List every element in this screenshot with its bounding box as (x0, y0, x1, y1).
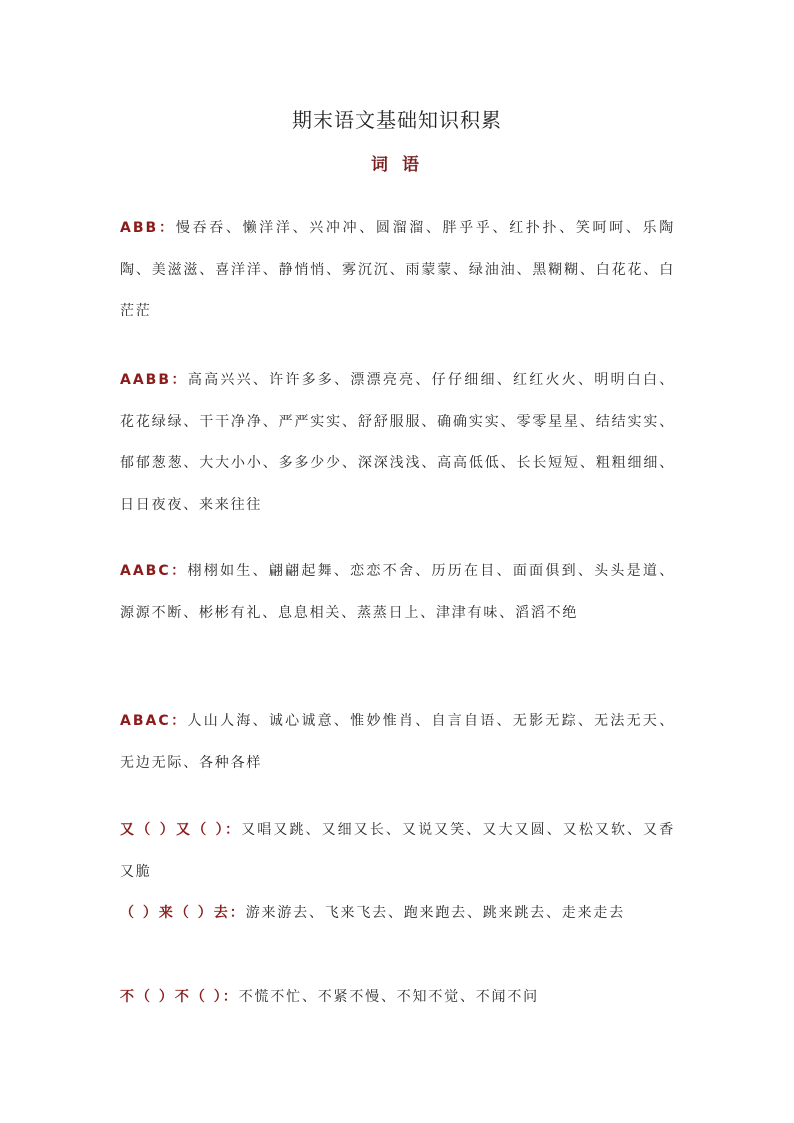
word-group-bu-bu (120, 977, 675, 1019)
word-group-abac (120, 701, 675, 784)
pattern-words-aabc: 栩栩如生、翩翩起舞、恋恋不舍、历历在目、面面俱到、头头是道、源源不断、彬彬有礼、息息相关、蒸蒸日上、津津有味、滔滔不绝 (120, 563, 675, 621)
word-group-you-you (120, 810, 675, 893)
pattern-words-abb: 慢吞吞、懒洋洋、兴冲冲、圆溜溜、胖乎乎、红扑扑、笑呵呵、乐陶陶、美滋滋、喜洋洋、静悄悄、雾沉沉、雨蒙蒙、绿油油、黑糊糊、白花花、白茫茫 (120, 220, 676, 319)
pattern-words-lai-qu: 游来游去、飞来飞去、跑来跑去、跳来跳去、走来走去 (245, 905, 625, 921)
word-group-aabb (120, 360, 675, 526)
word-group-aabc (120, 551, 675, 634)
pattern-label-abb: ABB： (120, 220, 176, 236)
pattern-label-aabc: AABC： (120, 563, 188, 579)
pattern-words-bu-bu: 不慌不忙、不紧不慢、不知不觉、不闻不问 (238, 989, 539, 1005)
pattern-words-aabb: 高高兴兴、许许多多、漂漂亮亮、仔仔细细、红红火火、明明白白、花花绿绿、干干净净、严严实实、舒舒服服、确确实实、零零星星、结结实实、郁郁葱葱、大大小小、多多少少、深深浅浅、高高低低、长长短短、粗粗细细、日日夜夜、来来往往 (120, 372, 676, 513)
pattern-label-bu-bu: 不（ ）不（ ）： (120, 989, 239, 1005)
pattern-label-you-you: 又（ ）又（ ）： (120, 822, 242, 838)
pattern-words-you-you: 又唱又跳、又细又长、又说又笑、又大又圆、又松又软、又香又脆 (120, 822, 675, 880)
pattern-label-abac: ABAC： (120, 713, 188, 729)
word-group-abb (120, 208, 675, 333)
section-title: 词 语 (371, 155, 423, 175)
pattern-words-abac: 人山人海、诚心诚意、惟妙惟肖、自言自语、无影无踪、无法无天、无边无际、各种各样 (120, 713, 675, 771)
pattern-label-lai-qu: （ ）来（ ）去： (120, 905, 246, 921)
pattern-label-aabb: AABB： (120, 372, 188, 388)
document-title: 期末语文基础知识积累 (292, 108, 502, 132)
word-group-lai-qu (120, 893, 675, 935)
